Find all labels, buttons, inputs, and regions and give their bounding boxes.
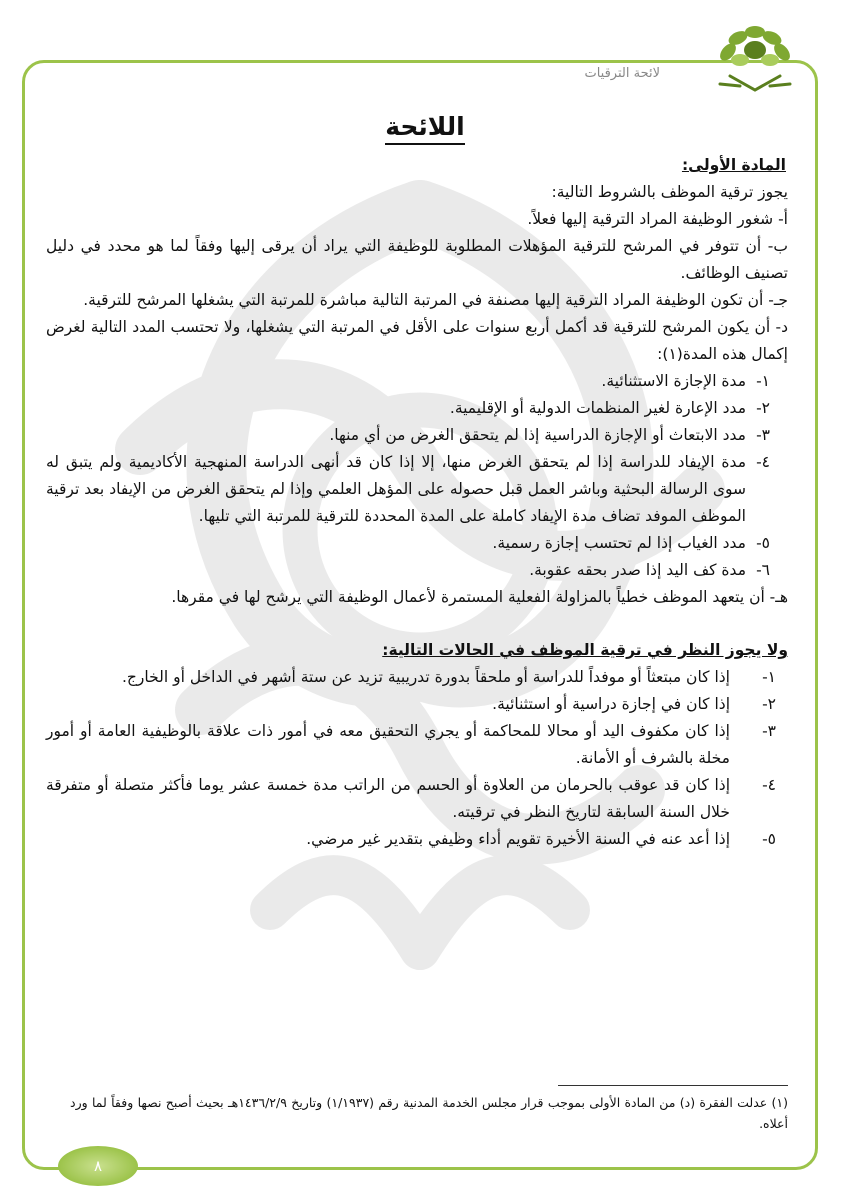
list-item-number: ١- xyxy=(756,372,770,390)
list-item xyxy=(46,530,770,557)
list-item xyxy=(46,691,788,718)
list-item-text: إذا أعد عنه في السنة الأخيرة تقويم أداء وظيفي بتقدير غير مرضي. xyxy=(306,830,730,848)
list-item-text: مدة كف اليد إذا صدر بحقه عقوبة. xyxy=(529,561,746,579)
list-item-number: ٦- xyxy=(756,561,770,579)
article-one-intro: يجوز ترقية الموظف بالشروط التالية: xyxy=(551,183,788,201)
document-title xyxy=(0,112,850,141)
list-item xyxy=(46,368,770,395)
list-item-number: ٢- xyxy=(762,695,776,713)
list-item-number: ١- xyxy=(762,668,776,686)
list-item xyxy=(46,422,770,449)
page-number: ٨ xyxy=(93,1157,103,1175)
condition-c: جـ- أن تكون الوظيفة المراد الترقية إليها مصنفة في المرتبة التالية مباشرة للمرتبة التي يشغلها المرشح للترقية. xyxy=(83,291,788,309)
list-item-text: إذا كان مكفوف اليد أو محالا للمحاكمة أو يجري التحقيق معه في أمور ذات علاقة بالوظيفية العامة أو أمور مخلة بالشرف أو الأمانة. xyxy=(46,722,730,767)
list-item-text: إذا كان مبتعثاً أو موفداً للدراسة أو ملحقاً بدورة تدريبية تزيد عن ستة أشهر في الداخل أو الخارج. xyxy=(122,668,730,686)
section-gap xyxy=(46,611,788,637)
list-item-text: إذا كان قد عوقب بالحرمان من العلاوة أو الحسم من الراتب مدة خمسة عشر يوما فأكثر متصلة أو متفرقة خلال السنة السابقة لتاريخ النظر في ترقيته. xyxy=(46,776,730,821)
list-item xyxy=(46,718,788,772)
list-item-number: ٥- xyxy=(756,534,770,552)
exclusions-list xyxy=(46,664,788,853)
list-item-text: مدد الغياب إذا لم تحتسب إجازة رسمية. xyxy=(492,534,746,552)
page-number-badge xyxy=(58,1146,138,1186)
list-item xyxy=(46,395,770,422)
list-item-number: ٢- xyxy=(756,399,770,417)
list-item-number: ٥- xyxy=(762,830,776,848)
footnote-divider xyxy=(558,1085,788,1086)
document-title-text: اللائحة xyxy=(385,112,465,145)
list-item xyxy=(46,772,788,826)
list-item-text: مدد الإعارة لغير المنظمات الدولية أو الإقليمية. xyxy=(449,399,746,417)
document-body xyxy=(46,152,788,853)
condition-e: هـ- أن يتعهد الموظف خطياً بالمزاولة الفعلية المستمرة لأعمال الوظيفة التي يرشح لها في مقرها. xyxy=(171,588,788,606)
footnote: (١) عدلت الفقرة (د) من المادة الأولى بموجب قرار مجلس الخدمة المدنية رقم (١/١٩٣٧) وتاريخ ١٤٣٦/٢/٩هـ بحيث أصبح نصها وفقاً لما ورد أعلاه. xyxy=(70,1095,789,1131)
condition-b: ب- أن تتوفر في المرشح للترقية المؤهلات المطلوبة للوظيفة التي يراد أن يرقى إليها وفقاً لما هو محدد في دليل تصنيف الوظائف. xyxy=(46,237,788,282)
list-item xyxy=(46,449,770,530)
list-item-number: ٤- xyxy=(756,453,770,471)
list-item-text: مدة الإجازة الاستثنائية. xyxy=(601,372,746,390)
list-item-number: ٣- xyxy=(756,426,770,444)
header-title: لائحة الترقيات xyxy=(584,66,660,81)
list-item-text: مدة الإيفاد للدراسة إذا لم يتحقق الغرض منها، إلا إذا كان قد أنهى الدراسة المنهجية الأكاديمية ولم يتبق له سوى الرسالة البحثية وباشر العمل قبل حصوله على المؤهل العلمي وإذا لم يتحقق الغرض من الإيفاد بعد ترقية الموظف الموفد تضاف مدة الإيفاد كاملة على المدة المحددة للترقية للمرتبة التي تليها. xyxy=(46,453,746,525)
excluded-periods-list xyxy=(46,368,788,584)
article-one-heading: المادة الأولى: xyxy=(681,156,786,174)
list-item xyxy=(46,664,788,691)
list-item-number: ٤- xyxy=(762,776,776,794)
list-item xyxy=(46,826,788,853)
exclusions-heading: ولا يجوز النظر في ترقية الموظف في الحالات التالية: xyxy=(382,641,788,659)
condition-d: د- أن يكون المرشح للترقية قد أكمل أربع سنوات على الأقل في المرتبة التي يشغلها، ولا تحتسب المدد التالية لغرض إكمال هذه المدة(١): xyxy=(46,318,788,363)
condition-a: أ- شغور الوظيفة المراد الترقية إليها فعلاً. xyxy=(527,210,788,228)
list-item-text: إذا كان في إجازة دراسية أو استثنائية. xyxy=(492,695,730,713)
list-item-number: ٣- xyxy=(762,722,776,740)
list-item-text: مدد الابتعاث أو الإجازة الدراسية إذا لم يتحقق الغرض من أي منها. xyxy=(329,426,746,444)
palm-emblem-icon xyxy=(700,14,810,104)
list-item xyxy=(46,557,770,584)
